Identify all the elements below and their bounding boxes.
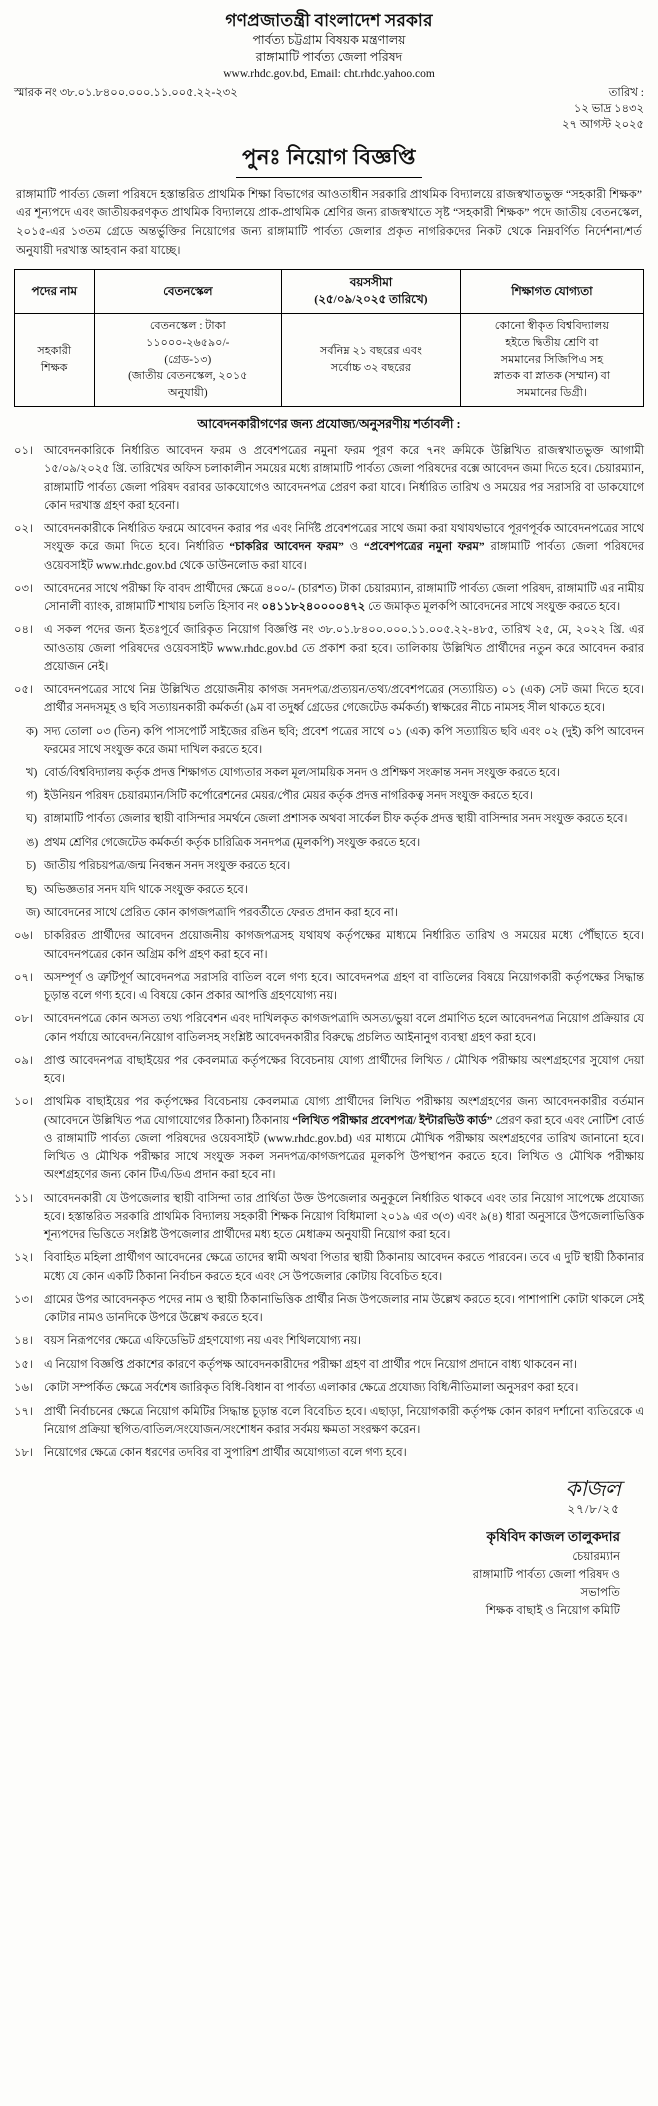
condition-number: ১৩। [14, 1293, 34, 1306]
condition-number: ০৬। [14, 930, 34, 943]
condition-number: জ) [26, 906, 41, 919]
signature-date: ২৭/৮/২৫ [567, 1502, 620, 1517]
posts-table-head [15, 269, 644, 313]
condition-number: ১১। [14, 1192, 34, 1205]
condition-number: ০৭। [14, 971, 34, 984]
condition-text: বোর্ড/বিশ্ববিদ্যালয় কর্তৃক প্রদত্ত শিক্ষাগত যোগ্যতার সকল মূল/সাময়িক সনদ ও প্রশিক্ষণ সংক্রান্ত সনদ সংযুক্ত করতে হবে। [44, 766, 561, 779]
condition-item [14, 1332, 644, 1350]
cell-education [460, 314, 643, 407]
condition-number: ১৫। [14, 1358, 34, 1371]
column-age-limit [282, 269, 461, 313]
edu-line-4: স্নাতক বা স্নাতক (সম্মান) বা [493, 370, 611, 383]
post-name-line-2: শিক্ষক [40, 362, 68, 375]
condition-item [14, 1190, 644, 1245]
condition-number: ০৪। [14, 624, 34, 637]
condition-subitem [14, 723, 644, 759]
signatory-role-1: চেয়ারম্যান [572, 1549, 620, 1563]
pay-line-3: (গ্রেড-১৩) [164, 353, 212, 366]
condition-text: সদ্য তোলা ০৩ (তিন) কপি পাসপোর্ট সাইজের রঙিন ছবি; প্রবেশ পত্রের সাথে ০১ (এক) কপি সত্যায়িত ছবি এবং ০২ (দুই) কপি আবেদন ফরমের সাথে সংযুক্ত করে জমা দাখিল করতে হবে। [44, 725, 644, 756]
condition-text: আবেদনের সাথে পরীক্ষা ফি বাবদ প্রার্থীদের ক্ষেত্রে ৪০০/- (চারশত) টাকা চেয়ারম্যান, রাঙ্গামাটি পার্বত্য জেলা পরিষদ, রাঙ্গামাটি এর নামীয় সোনালী ব্যাংক, রাঙ্গামাটি শাখায় চলতি হিসাব নং ০৪১১৮২৪০০০০৪৭২ তে জমাকৃত মূলকপি আবেদনের সাথে সংযুক্ত করতে হবে। [44, 582, 644, 614]
edu-line-2: হইতে দ্বিতীয় শ্রেণি বা [505, 336, 599, 349]
condition-item [14, 1010, 644, 1047]
conditions-heading: আবেদনকারীগণের জন্য প্রযোজ্য/অনুসরণীয় শর্তাবলী : [197, 417, 461, 432]
signature-block [14, 1478, 644, 1619]
signatory-name: কৃষিবিদ কাজল তালুকদার [486, 1529, 620, 1545]
condition-subitem [14, 904, 644, 922]
condition-text: অভিজ্ঞতার সনদ যদি থাকে সংযুক্ত করতে হবে। [44, 883, 248, 896]
condition-text: আবেদনকারিকে নির্ধারিত আবেদন ফরম ও প্রবেশপত্রের নমুনা ফরম পূরণ করে ৭নং ক্রমিকে উল্লিখিত রাজস্বখাতভুক্ত আগামী ১৫/০৯/২০২৫ খ্রি. তারিখের অফিস চলাকালীন সময়ের মধ্যে রাঙ্গামাটি পার্বত্য জেলা পরিষদের বক্সে আবেদন জমা দিতে হবে। চেয়ারম্যান, রাঙ্গামাটি পার্বত্য জেলা পরিষদ বরাবর ডাকযোগেও আবেদনপত্র প্রেরণ করা যাবে। নির্ধারিত তারিখ ও সময়ের পর সরাসরি বা ডাকযোগে কোন দরখাস্ত গ্রহণ করা হবেনা। [44, 445, 644, 512]
memo-value: ৩৮.০১.৮৪০০.০০০.১১.০০৫.২২-২৩২ [59, 87, 238, 100]
table-header-row [15, 269, 644, 313]
condition-text: চাকরিরত প্রার্থীদের আবেদন প্রয়োজনীয় কাগজপত্রসহ যথাযথ কর্তৃপক্ষের মাধ্যমে নির্ধারিত তারিখ ও সময়ের মধ্যে পৌঁছাতে হবে। আবেদনপত্রের কোন অগ্রিম কপি গ্রহণ করা হবে না। [44, 930, 644, 961]
condition-number: ০৮। [14, 1013, 34, 1026]
condition-number: গ) [26, 790, 38, 803]
cell-pay-scale [94, 314, 282, 407]
column-age-limit-sub: (২৫/০৯/২০২৫ তারিখে) [314, 292, 428, 307]
condition-text: আবেদনপত্রে কোন অসত্য তথ্য পরিবেশন এবং দাখিলকৃত কাগজপত্রাদি অসত্য/ভুয়া বলে প্রমাণিত হলে আবেদনপত্র নিয়োগ প্রক্রিয়ার যে কোন পর্যায়ে আবেদন/নিয়োগ বাতিলসহ সংশ্লিষ্ট আবেদনকারীর বিরুদ্ধে প্রচলিত আইনানুগ ব্যবস্থা গ্রহণ করা হবে। [44, 1013, 644, 1044]
condition-number: ঘ) [26, 813, 37, 826]
condition-text: জাতীয় পরিচয়পত্র/জন্ম নিবন্ধন সনদ সংযুক্ত করতে হবে। [44, 860, 291, 873]
condition-text: গ্রামের উপর আবেদনকৃত পদের নাম ও স্থায়ী ঠিকানাভিত্তিক প্রার্থীর নিজ উপজেলার নাম উল্লেখ করতে হবে। পাশাপাশি কোটা থাকলে সেই কোটার নামও ডানদিকে উপরে উল্লেখ করতে হবে। [44, 1293, 644, 1325]
condition-number: ১৭। [14, 1405, 34, 1418]
condition-text: ইউনিয়ন পরিষদ চেয়ারম্যান/সিটি কর্পোরেশনের মেয়র/পৌর মেয়র কর্তৃক প্রদত্ত নাগরিকত্ব সনদ সংযুক্ত করতে হবে। [44, 790, 533, 803]
condition-number: ক) [26, 725, 38, 738]
conditions-list [14, 442, 644, 1462]
memo-date [562, 85, 644, 133]
signatory-role-2: রাঙ্গামাটি পার্বত্য জেলা পরিষদ ও [472, 1567, 620, 1581]
cell-age-limit [282, 314, 461, 407]
posts-table-body [15, 314, 644, 407]
column-post-name: পদের নাম [15, 269, 95, 313]
edu-line-5: সমমানের ডিগ্রী। [516, 387, 588, 400]
condition-text: প্রাপ্ত আবেদনপত্র বাছাইয়ের পর কেবলমাত্র কর্তৃপক্ষের বিবেচনায় যোগ্য প্রার্থীদের লিখিত / মৌখিক পরীক্ষায় অংশগ্রহণের সুযোগ দেয়া হবে। [44, 1054, 644, 1086]
condition-text: এ সকল পদের জন্য ইতঃপূর্বে জারিকৃত নিয়োগ বিজ্ঞপ্তি নং ৩৮.০১.৮৪০০.০০০.১১.০০৫.২২-৪৮৫, তারিখ ২৫, মে, ২০২২ খ্রি. এর আওতায় জেলা পরিষদের ওয়েবসাইট www.rhdc.gov.bd তে প্রকাশ করা হবে। তালিকায় উল্লিখিত প্রার্থীদের নতুন করে আবেদন করার প্রয়োজন নেই। [44, 624, 644, 673]
condition-number: ছ) [26, 883, 37, 896]
memo-number [14, 85, 238, 101]
age-line-2: সর্বোচ্চ ৩২ বছরের [330, 362, 412, 375]
condition-item [14, 1403, 644, 1440]
condition-item [14, 927, 644, 964]
condition-number: ০৯। [14, 1054, 34, 1067]
condition-item [14, 580, 644, 617]
condition-number: চ) [26, 860, 37, 873]
document-header [14, 10, 644, 134]
page-title [14, 141, 644, 178]
condition-number: ঙ) [26, 836, 39, 849]
condition-number: ০৫। [14, 684, 34, 697]
date-label: তারিখ : [608, 87, 644, 100]
table-row [15, 314, 644, 407]
condition-text: আবেদনকারীকে নির্ধারিত ফরমে আবেদন করার পর এবং নির্দিষ্ট প্রবেশপত্রের সাথে জমা করা যথাযথভাবে পূরণপূর্বক আবেদনপত্রের সাথে সংযুক্ত করে জমা দিতে হবে। নির্ধারিত “চাকরির আবেদন ফরম” ও “প্রবেশপত্রের নমুনা ফরম” রাঙ্গামাটি পার্বত্য জেলা পরিষদের ওয়েবসাইট www.rhdc.gov.bd থেকে ডাউনলোড করা যাবে। [44, 523, 644, 572]
condition-text: আবেদনের সাথে প্রেরিত কোন কাগজপত্রাদি পরবর্তীতে ফেরত প্রদান করা হবে না। [44, 906, 398, 919]
condition-text: প্রার্থী নির্বাচনের ক্ষেত্রে নিয়োগ কমিটির সিদ্ধান্ত চূড়ান্ত বলে বিবেচিত হবে। এছাড়া, নিয়োগকারী কর্তৃপক্ষ কোন কারণ দর্শানো ব্যতিরেকে এ নিয়োগ প্রক্রিয়া স্থগিত/বাতিল/সংযোজন/সংশোধন করার সর্বময় ক্ষমতা সংরক্ষণ করেন। [44, 1405, 644, 1436]
condition-number: ১৪। [14, 1335, 34, 1348]
pay-line-2: ১১০০০-২৬৫৯০/- [146, 336, 230, 349]
condition-subitem [14, 764, 644, 782]
condition-item [14, 1356, 644, 1374]
edu-line-1: কোনো স্বীকৃত বিশ্ববিদ্যালয় [494, 320, 610, 333]
condition-subitem [14, 810, 644, 828]
edu-line-3: সমমানের সিজিপিএ সহ [500, 353, 604, 366]
signature-handwriting: কাজল [565, 1476, 620, 1502]
condition-item [14, 442, 644, 515]
condition-number: ০৩। [14, 582, 34, 595]
condition-item [14, 1093, 644, 1184]
signatory-role-4: শিক্ষক বাছাই ও নিয়োগ কমিটি [485, 1603, 620, 1617]
condition-number: ০১। [14, 445, 34, 458]
pay-line-1: বেতনস্কেল : টাকা [149, 320, 226, 333]
condition-text: নিয়োগের ক্ষেত্রে কোন ধরণের তদবির বা সুপারিশ প্রার্থীর অযোগ্যতা বলে গণ্য হবে। [44, 1447, 407, 1460]
condition-item [14, 1379, 644, 1397]
condition-item [14, 1444, 644, 1462]
condition-text: প্রাথমিক বাছাইয়ের পর কর্তৃপক্ষের বিবেচনায় কেবলমাত্র যোগ্য প্রার্থীদের লিখিত পরীক্ষায় অংশগ্রহণের জন্য আবেদনকারীর বর্তমান (আবেদনে উল্লিখিত পত্র যোগাযোগের ঠিকানা) ঠিকানায় “লিখিত পরীক্ষার প্রবেশপত্র/ ইন্টারভিউ কার্ড” প্রেরণ করা হবে এবং নোটিশ বোর্ড ও রাঙ্গামাটি পার্বত্য জেলা পরিষদের ওয়েবসাইট (www.rhdc.gov.bd) এর মাধ্যমে মৌখিক পরীক্ষায় অংশগ্রহণের তারিখ জানানো হবে। লিখিত ও মৌখিক পরীক্ষার সাথে সংযুক্ত সকল সনদপত্র/কাগজপত্রের মূলকপি উপস্থাপন করতে হবে। লিখিত ও মৌখিক পরীক্ষায় অংশগ্রহণের জন্য কোন টিএ/ডিএ প্রদান করা হবে না। [44, 1096, 644, 1182]
government-name: গণপ্রজাতন্ত্রী বাংলাদেশ সরকার [225, 11, 433, 30]
condition-number: খ) [26, 766, 38, 779]
condition-number: ১২। [14, 1252, 34, 1265]
condition-number: ১০। [14, 1096, 34, 1109]
post-name-line-1: সহকারী [37, 345, 72, 358]
condition-text: বয়স নিরূপণের ক্ষেত্রে এফিডেভিট গ্রহণযোগ্য নয় এবং শিথিলযোগ্য নয়। [44, 1335, 362, 1348]
condition-text: আবেদনপত্রের সাথে নিম্ন উল্লিখিত প্রয়োজনীয় কাগজ সনদপত্র/প্রত্যয়ন/তথ্য/প্রবেশপত্রের (সত্যায়িত) ০১ (এক) সেট জমা দিতে হবে। প্রার্থীর সনদসমূহ ও ছবি সত্যায়নকারী কর্মকর্তা (৯ম বা তদুর্ধ্ব গ্রেডের গেজেটেড কর্মকর্তা) স্বাক্ষরের নীচে নামসহ সীল থাকতে হবে। [44, 684, 644, 715]
ministry-name: পার্বত্য চট্টগ্রাম বিষয়ক মন্ত্রণালয় [252, 33, 406, 48]
posts-table [14, 269, 644, 407]
condition-text: বিবাহিত মহিলা প্রার্থীগণ আবেদনের ক্ষেত্রে তাদের স্বামী অথবা পিতার স্থায়ী ঠিকানায় আবেদন করতে পারবেন। তবে এ দুটি স্থায়ী ঠিকানার মধ্যে যে কোন একটি ঠিকানা নির্বাচন করতে হবে এবং সে উপজেলার কোটায় বিবেচিত হবে। [44, 1252, 644, 1283]
condition-subitem [14, 857, 644, 875]
condition-subitem [14, 881, 644, 899]
pay-line-4: (জাতীয় বেতনস্কেল, ২০১৫ [128, 370, 248, 383]
column-pay-scale: বেতনস্কেল [94, 269, 282, 313]
condition-text: এ নিয়োগ বিজ্ঞপ্তি প্রকাশের কারণে কর্তৃপক্ষ আবেদনকারীদের পরীক্ষা গ্রহণ বা প্রার্থীর পদে নিয়োগ প্রদানে বাধ্য থাকবেন না। [44, 1358, 577, 1371]
condition-number: ০২। [14, 523, 34, 536]
condition-text: কোটা সম্পর্কিত ক্ষেত্রে সর্বশেষ জারিকৃত বিধি-বিধান বা পার্বত্য এলাকার ক্ষেত্রে প্রযোজ্য বিধি/নীতিমালা অনুসরণ করা হবে। [44, 1382, 579, 1395]
condition-subitem [14, 834, 644, 852]
office-name: রাঙ্গামাটি পার্বত্য জেলা পরিষদ [255, 50, 403, 65]
condition-item [14, 1291, 644, 1328]
condition-item [14, 1249, 644, 1286]
column-age-limit-label: বয়সসীমা [349, 274, 393, 289]
condition-item [14, 1052, 644, 1089]
condition-text: আবেদনকারী যে উপজেলার স্থায়ী বাসিন্দা তার প্রার্থিতা উক্ত উপজেলার অনুকূলে নির্ধারিত থাকবে এবং তার নিয়োগ সাপেক্ষে প্রযোজ্য হবে। হস্তান্তরিত সরকারি প্রাথমিক বিদ্যালয় সহকারী শিক্ষক নিয়োগ বিধিমালা ২০১৯ এর ৩(৩) এবং ৯(৪) ধারা অনুসারে উপজেলাভিত্তিক শূন্যপদের ভিত্তিতে সংশ্লিষ্ট উপজেলার প্রার্থীদের মধ্য হতে মেধাক্রম অনুযায়ী নিয়োগ করা হবে। [44, 1192, 644, 1242]
condition-item [14, 520, 644, 575]
condition-number: ১৮। [14, 1447, 34, 1460]
pay-line-5: অনুযায়ী) [168, 387, 208, 400]
website-email: www.rhdc.gov.bd, Email: cht.rhdc.yahoo.com [223, 68, 435, 80]
date-bengali: ১২ ভাদ্র ১৪৩২ [573, 103, 644, 116]
age-line-1: সর্বনিম্ন ২১ বছরের এবং [319, 345, 422, 358]
cell-post-name [15, 314, 95, 407]
column-education: শিক্ষাগত যোগ্যতা [460, 269, 643, 313]
page-title-text: পুনঃ নিয়োগ বিজ্ঞপ্তি [236, 141, 422, 178]
condition-text: রাঙ্গামাটি পার্বত্য জেলার স্থায়ী বাসিন্দার সমর্থনে জেলা প্রশাসক অথবা সার্কেল চীফ কর্তৃক প্রদত্ত স্থায়ী বাসিন্দার সনদ সংযুক্ত করতে হবে। [44, 813, 628, 826]
signatory-role-3: সভাপতি [580, 1585, 620, 1599]
date-gregorian: ২৭ আগস্ট ২০২৫ [562, 119, 644, 132]
condition-text: অসম্পূর্ণ ও ত্রুটিপূর্ণ আবেদনপত্র সরাসরি বাতিল বলে গণ্য হবে। আবেদনপত্র গ্রহণ বা বাতিলের বিষয়ে নিয়োগকারী কর্তৃপক্ষের সিদ্ধান্ত চূড়ান্ত বলে গণ্য হবে। এ বিষয়ে কোন প্রকার আপত্তি গ্রহণযোগ্য নয়। [44, 971, 644, 1003]
condition-item [14, 681, 644, 718]
condition-number: ১৬। [14, 1382, 34, 1395]
memo-label: স্মারক নং [14, 87, 57, 100]
condition-subitem [14, 787, 644, 805]
condition-text: প্রথম শ্রেণির গেজেটেড কর্মকর্তা কর্তৃক চারিত্রিক সনদপত্র (মূলকপি) সংযুক্ত করতে হবে। [44, 836, 421, 849]
condition-item [14, 969, 644, 1006]
memo-row [14, 85, 644, 133]
intro-paragraph: রাঙ্গামাটি পার্বত্য জেলা পরিষদে হস্তান্তরিত প্রাথমিক শিক্ষা বিভাগের আওতাধীন সরকারি প্রাথমিক বিদ্যালয়ে রাজস্বখাতভুক্ত “সহকারী শিক্ষক” এর শূন্যপদে এবং জাতীয়করণকৃত প্রাথমিক বিদ্যালয়ে প্রাক-প্রাথমিক শ্রেণির জন্য রাজস্বখাতে সৃষ্ট “সহকারী শিক্ষক” পদে জাতীয় বেতনস্কেল, ২০১৫-এর ১৩তম গ্রেডে অন্তর্ভুক্তির নিয়োগের জন্য রাঙ্গামাটি পার্বত্য জেলার প্রকৃত নাগরিকদের নিকট থেকে নিম্নবর্ণিত নির্দেশনা/শর্ত অনুযায়ী দরখাস্ত আহবান করা যাচ্ছে। [16, 187, 642, 257]
condition-item [14, 621, 644, 676]
